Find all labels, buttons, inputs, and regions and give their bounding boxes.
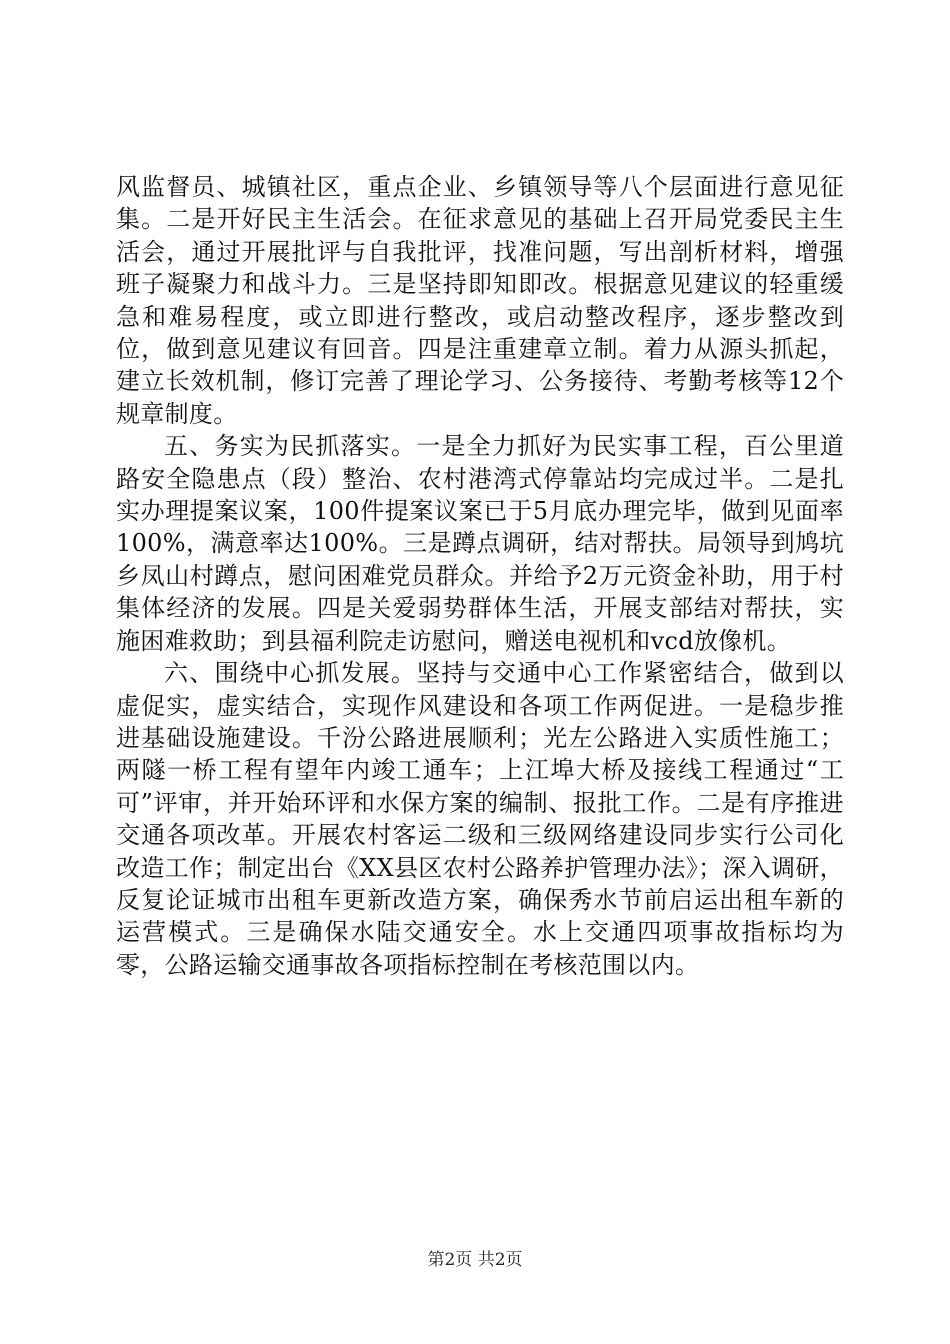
paragraph-section-six: 六、围绕中心抓发展。坚持与交通中心工作紧密结合，做到以虚促实，虚实结合，实现作风建设和各项工作两促进。一是稳步推进基础设施建设。千汾公路进展顺利；光左公路进入实质性施工；两隧一桥工程有望年内竣工通车；上江埠大桥及接线工程通过“工可”评审，并开始环评和水保方案的编制、报批工作。二是有序推进交通各项改革。开展农村客运二级和三级网络建设同步实行公司化改造工作；制定出台《XX县区农村公路养护管理办法》；深入调研，反复论证城市出租车更新改造方案，确保秀水节前启运出租车新的运营模式。三是确保水陆交通安全。水上交通四项事故指标均为零，公路运输交通事故各项指标控制在考核范围以内。 bbox=[116, 659, 844, 979]
page-number-footer: 第2页 共2页 bbox=[427, 1250, 523, 1270]
paragraph-continuation: 风监督员、城镇社区，重点企业、乡镇领导等八个层面进行意见征集。二是开好民主生活会。在征求意见的基础上召开局党委民主生活会，通过开展批评与自我批评，找准问题，写出剖析材料，增强班子凝聚力和战斗力。三是坚持即知即改。根据意见建议的轻重缓急和难易程度，或立即进行整改，或启动整改程序，逐步整改到位，做到意见建议有回音。四是注重建章立制。着力从源头抓起，建立长效机制，修订完善了理论学习、公务接待、考勤考核等12个规章制度。 bbox=[116, 173, 844, 428]
document-body bbox=[116, 171, 844, 981]
paragraph-section-five: 五、务实为民抓落实。一是全力抓好为民实事工程，百公里道路安全隐患点（段）整治、农村港湾式停靠站均完成过半。二是扎实办理提案议案，100件提案议案已于5月底办理完毕，做到见面率100%，满意率达100%。三是蹲点调研，结对帮扶。局领导到鸠坑乡凤山村蹲点，慰问困难党员群众。并给予2万元资金补助，用于村集体经济的发展。四是关爱弱势群体生活，开展支部结对帮扶，实施困难救助；到县福利院走访慰问，赠送电视机和vcd放像机。 bbox=[116, 432, 844, 655]
